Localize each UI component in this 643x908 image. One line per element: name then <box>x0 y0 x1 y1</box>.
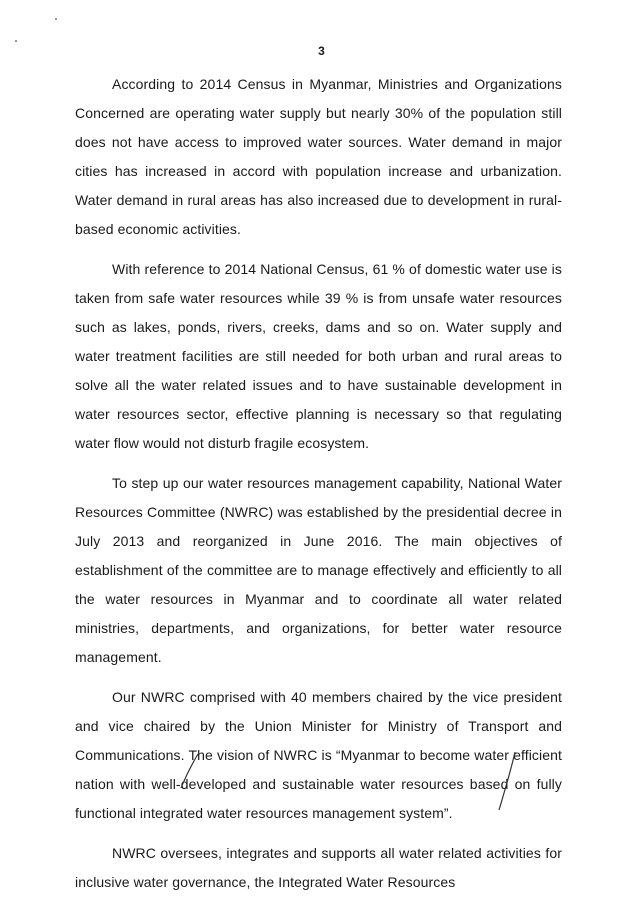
paragraph-nwrc-vision: Our NWRC comprised with 40 members chaired by the vice president and vice chaired by the Union Minister for Ministry of Transport and Communications. The vision of NWRC is “Myanmar to become water efficient nation with well-developed and sustainable water resources based on fully functional integrated water resources management system”. <box>75 689 562 821</box>
scan-speck <box>15 40 17 42</box>
paragraph-census-water-supply: According to 2014 Census in Myanmar, Ministries and Organizations Concerned are operating water supply but nearly 30% of the population still does not have access to improved water sources. Water demand in major cities has increased in accord with population increase and urbanization. Water demand in rural areas has also increased due to development in rural-based economic activities. <box>75 76 562 237</box>
paragraph-nwrc-oversight: NWRC oversees, integrates and supports all water related activities for inclusive water governance, the Integrated Water Resources <box>75 845 562 890</box>
scan-speck <box>55 18 57 20</box>
page-number: 3 <box>318 44 325 58</box>
body-text <box>75 70 562 908</box>
paragraph-domestic-water-use: With reference to 2014 National Census, 61 % of domestic water use is taken from safe water resources while 39 % is from unsafe water resources such as lakes, ponds, rivers, creeks, dams and so on. Water supply and water treatment facilities are still needed for both urban and rural areas to solve all the water related issues and to have sustainable development in water resources sector, effective planning is necessary so that regulating water flow would not disturb fragile ecosystem. <box>75 261 562 451</box>
paragraph-nwrc-establishment: To step up our water resources management capability, National Water Resources Committee (NWRC) was established by the presidential decree in July 2013 and reorganized in June 2016. The main objectives of establishment of the committee are to manage effectively and efficiently to all the water resources in Myanmar and to coordinate all water related ministries, departments, and organizations, for better water resource management. <box>75 475 562 665</box>
